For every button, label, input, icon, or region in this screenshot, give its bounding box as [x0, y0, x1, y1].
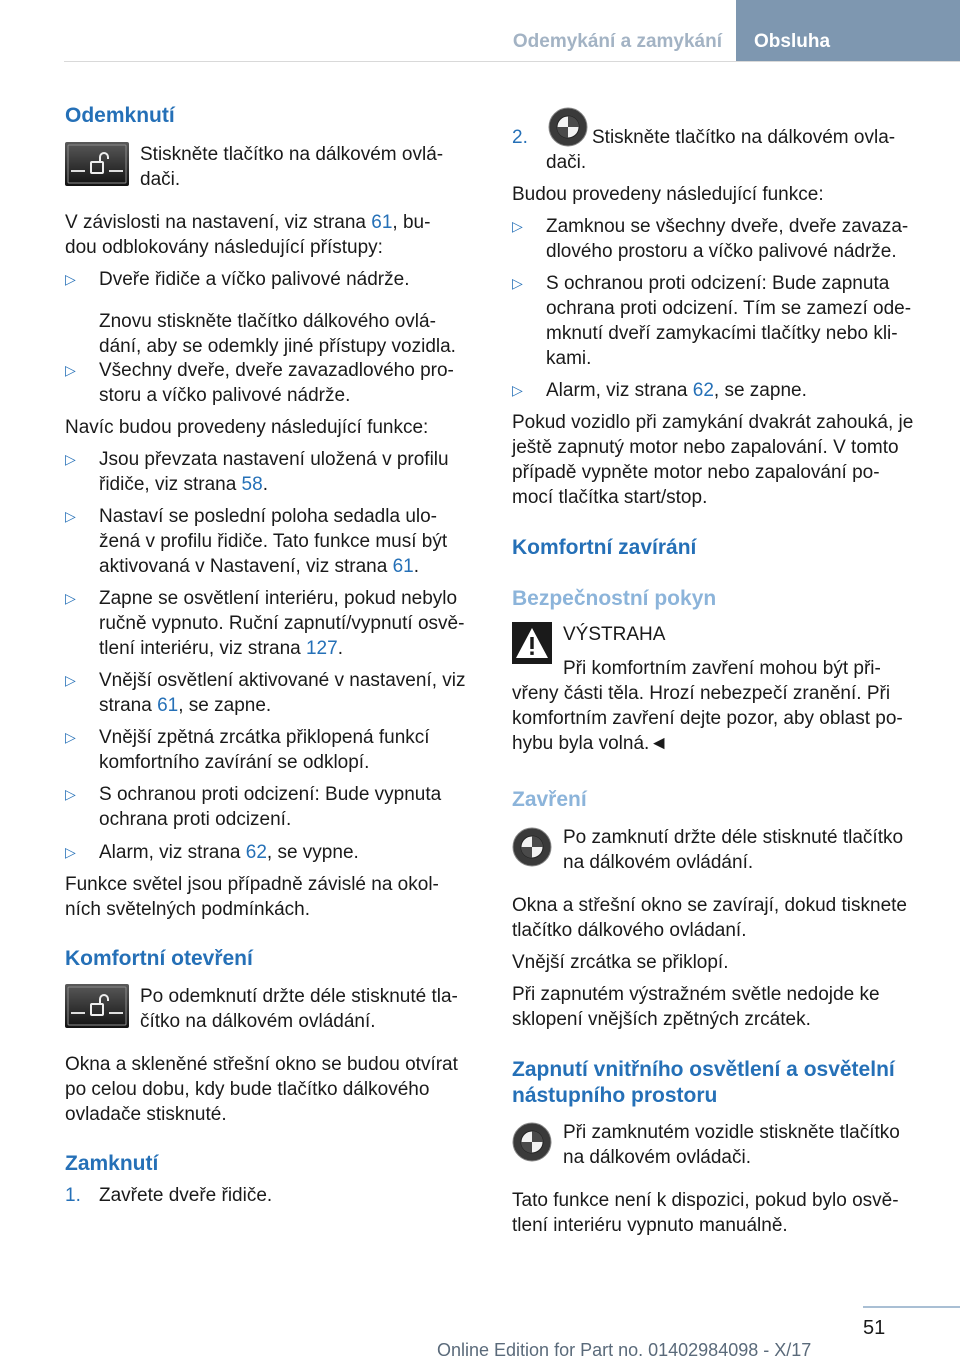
lighting-line-1: Při zamknutém vozidle stiskněte tlačítko — [563, 1122, 900, 1143]
list-item-continuation: dání, aby se odemkly jiné přístupy vozidla. — [99, 336, 456, 357]
honk-line-3: případě vypněte motor nebo zapalování po‐ — [512, 462, 880, 483]
page-link[interactable]: 127 — [305, 638, 338, 659]
unlock-key-icon — [65, 984, 129, 1028]
footer-edition: Online Edition for Part no. 01402984098 - X/17 — [437, 1340, 812, 1360]
footer-divider — [863, 1306, 960, 1308]
bullet-marker-icon: ▷ — [512, 382, 523, 398]
lighting-heading-line-1: Zapnutí vnitřního osvětlení a osvětelní — [512, 1058, 895, 1081]
list-item: ▷ Vnější zpětná zrcátka přiklopená funkcí komfortního zavírání se odklopí. — [65, 727, 430, 773]
lighting-line-2: na dálkovém ovládači. — [563, 1147, 751, 1168]
step-number: 2. — [512, 127, 528, 148]
right-column — [512, 0, 927, 1300]
hazard-line-2: sklopení vnějších zpětných zrcátek. — [512, 1009, 811, 1030]
safety-heading: Bezpečnostní pokyn — [512, 587, 717, 610]
bullet-marker-icon: ▷ — [65, 451, 76, 467]
settings-paragraph-line-2: dou odblokovány následující přístupy: — [65, 237, 383, 258]
unlock-intro-line-1: Stiskněte tlačítko na dálkovém ovlá‐ — [140, 144, 444, 165]
bmw-key-icon — [512, 1122, 552, 1162]
comfort-open-line-2: čítko na dálkovém ovládání. — [140, 1011, 376, 1032]
lighting-heading-line-2: nástupního prostoru — [512, 1084, 718, 1107]
warning-line-1: Při komfortním zavření mohou být při‐ — [563, 658, 881, 679]
page-link[interactable]: 62 — [692, 380, 714, 401]
bullet-marker-icon: ▷ — [65, 590, 76, 606]
windows-line-2: po celou dobu, kdy bude tlačítko dálkového — [65, 1079, 430, 1100]
close-line-1: Po zamknutí držte déle stisknuté tlačítko — [563, 827, 904, 848]
bullet-marker-icon: ▷ — [65, 844, 76, 860]
comfort-close-heading: Komfortní zavírání — [512, 536, 697, 559]
honk-line-4: mocí tlačítka start/stop. — [512, 487, 708, 508]
warning-line-4: hybu byla volná.◄ — [512, 733, 669, 754]
warning-triangle-icon — [512, 622, 552, 664]
numbered-step: 1. Zavřete dveře řidiče. — [65, 1185, 273, 1206]
bullet-marker-icon: ▷ — [65, 362, 76, 378]
list-item: ▷ Dveře řidiče a víčko palivové nádrže. — [65, 269, 410, 290]
left-column — [65, 0, 477, 1300]
unlock-heading: Odemknutí — [65, 104, 175, 127]
lights-note-line-2: ních světelných podmínkách. — [65, 899, 311, 920]
list-item: ▷ S ochranou proti odcizení: Bude zapnuta ochrana proti odcizení. Tím se zamezí ode‐ mknutí dveří zamykacími tlačítky nebo kli‐ kami. — [512, 273, 912, 369]
bullet-marker-icon: ▷ — [65, 271, 76, 287]
unlock-intro-line-2: dači. — [140, 169, 181, 190]
bullet-marker-icon: ▷ — [512, 218, 523, 234]
close-heading: Zavření — [512, 788, 587, 811]
close-windows-line-1: Okna a střešní okno se zavírají, dokud tisknete — [512, 895, 907, 916]
warning-title: VÝSTRAHA — [563, 624, 666, 645]
comfort-open-heading: Komfortní otevření — [65, 947, 253, 970]
list-item: ▷ Alarm, viz strana 62, se zapne. — [512, 380, 807, 401]
lights-note-line-1: Funkce světel jsou případně závislé na okol‐ — [65, 874, 439, 895]
list-item: ▷ Jsou převzata nastavení uložená v profilu řidiče, viz strana 58. — [65, 449, 449, 495]
settings-paragraph-line-1: V závislosti na nastavení, viz strana 61, bu‐ — [65, 212, 431, 233]
functions-intro: Navíc budou provedeny následující funkce: — [65, 417, 429, 438]
list-item: ▷ Vnější osvětlení aktivované v nastavení, viz strana 61, se zapne. — [65, 670, 466, 716]
warning-line-3: komfortním zavření dejte pozor, aby oblast po‐ — [512, 708, 903, 729]
hazard-line-1: Při zapnutém výstražném světle nedojde ke — [512, 984, 880, 1005]
header-section-title: Odemykání a zamykání — [512, 31, 722, 52]
numbered-step: 2. Stiskněte tlačítko na dálkovém ovla‐ dači. — [512, 125, 927, 175]
list-item: ▷ Zapne se osvětlení interiéru, pokud nebylo ručně vypnuto. Ruční zapnutí/vypnutí osvě‐ tlení interiéru, viz strana 127. — [65, 588, 465, 659]
unlock-key-icon — [65, 142, 129, 186]
close-windows-line-2: tlačítko dálkového ovládaní. — [512, 920, 747, 941]
page-number: 51 — [863, 1317, 886, 1339]
comfort-open-line-1: Po odemknutí držte déle stisknuté tla‐ — [140, 986, 458, 1007]
list-item: ▷ Zamknou se všechny dveře, dveře zavaza‐ dlového prostoru a víčko palivové nádrže. — [512, 216, 909, 262]
manual-line-2: tlení interiéru vypnuto manuálně. — [512, 1215, 788, 1236]
list-item: ▷ Nastaví se poslední poloha sedadla ulo‐ žená v profilu řidiče. Tato funkce musí být aktivovaná v Nastavení, viz strana 61. — [65, 506, 448, 577]
list-item: ▷ S ochranou proti odcizení: Bude vypnuta ochrana proti odcizení. — [65, 784, 442, 830]
page-link[interactable]: 61 — [371, 212, 393, 233]
bullet-marker-icon: ▷ — [65, 508, 76, 524]
functions-intro: Budou provedeny následující funkce: — [512, 184, 824, 205]
bullet-marker-icon: ▷ — [65, 672, 76, 688]
bullet-marker-icon: ▷ — [512, 275, 523, 291]
lock-heading: Zamknutí — [65, 1152, 159, 1175]
windows-line-1: Okna a skleněné střešní okno se budou otvírat — [65, 1054, 458, 1075]
bullet-marker-icon: ▷ — [65, 786, 76, 802]
page-link[interactable]: 62 — [245, 842, 267, 863]
bmw-key-icon — [512, 827, 552, 867]
warning-line-2: vřeny části těla. Hrozí nebezpečí zranění. Při — [512, 683, 891, 704]
list-item: ▷ Všechny dveře, dveře zavazadlového pro‐ storu a víčko palivové nádrže. — [65, 360, 454, 406]
list-item: ▷ Alarm, viz strana 62, se vypne. — [65, 842, 359, 863]
page-link[interactable]: 58 — [241, 474, 263, 495]
mirrors-line: Vnější zrcátka se přiklopí. — [512, 952, 729, 973]
page-link[interactable]: 61 — [392, 556, 414, 577]
step-number: 1. — [65, 1185, 81, 1206]
bmw-key-icon — [548, 107, 588, 147]
close-line-2: na dálkovém ovládání. — [563, 852, 754, 873]
windows-line-3: ovladače stisknuté. — [65, 1104, 227, 1125]
honk-line-2: ještě zapnutý motor nebo zapalování. V tomto — [512, 437, 899, 458]
bullet-marker-icon: ▷ — [65, 729, 76, 745]
header-tab-label: Obsluha — [754, 31, 831, 52]
list-item-continuation: Znovu stiskněte tlačítko dálkového ovlá‐ — [99, 311, 436, 332]
honk-line-1: Pokud vozidlo při zamykání dvakrát zahouká, je — [512, 412, 914, 433]
manual-line-1: Tato funkce není k dispozici, pokud bylo osvě‐ — [512, 1190, 899, 1211]
page-link[interactable]: 61 — [157, 695, 179, 716]
